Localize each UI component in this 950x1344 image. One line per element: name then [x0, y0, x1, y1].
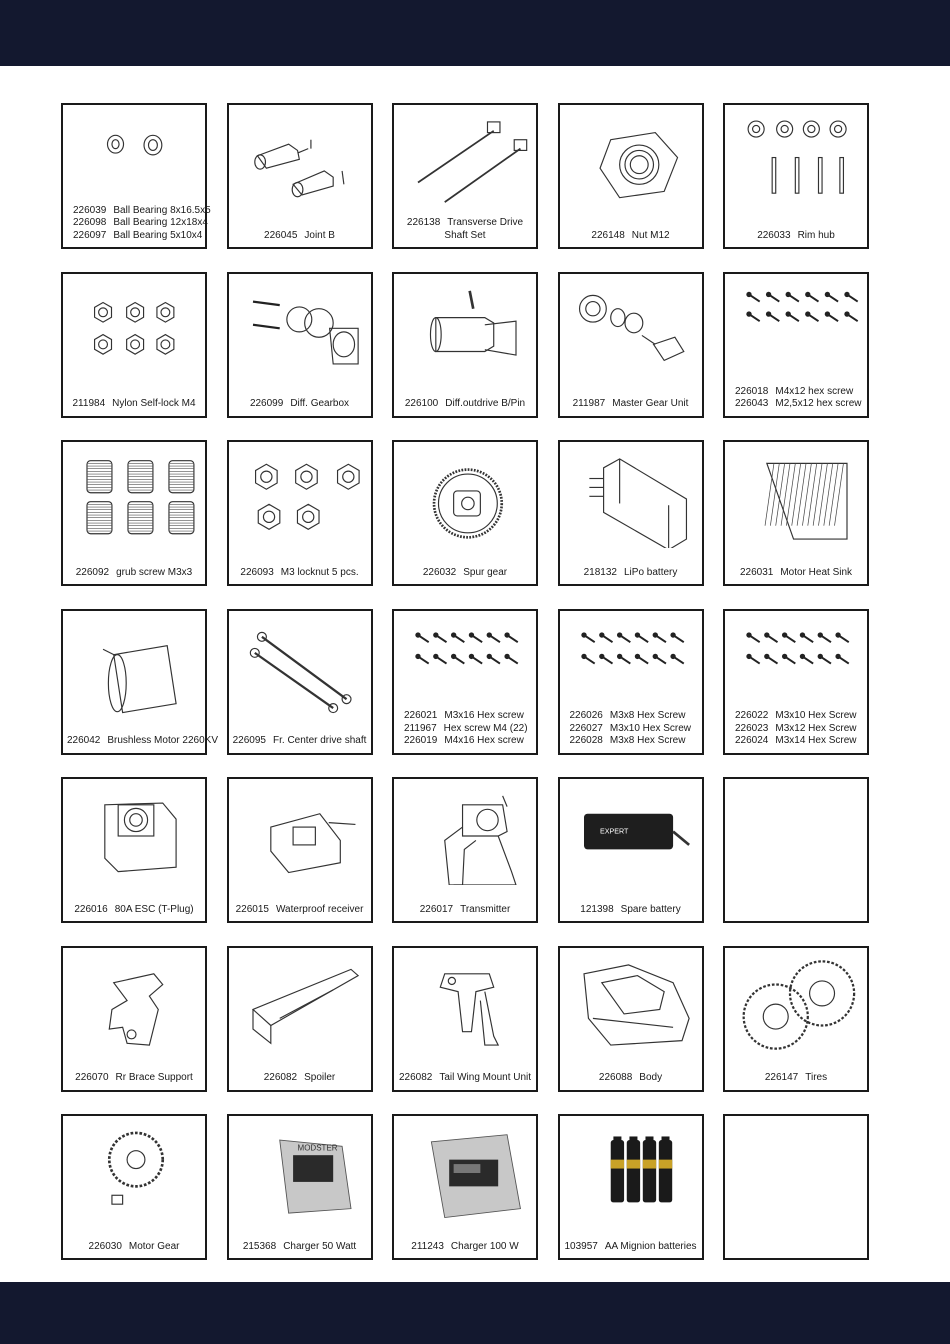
caption-line: [564, 904, 698, 917]
part-caption: [729, 1072, 863, 1085]
part-name: M2,5x12 hex screw: [775, 398, 862, 409]
svg-text:EXPERT: EXPERT: [599, 827, 628, 836]
caption-line: [735, 723, 863, 736]
caption-line: [73, 230, 201, 243]
part-caption: [729, 567, 863, 580]
part-caption: [564, 1241, 698, 1254]
part-number: 226016: [74, 903, 108, 915]
caption-line: [398, 567, 532, 580]
part-caption: [398, 567, 532, 580]
caption-line: [233, 398, 367, 411]
part-caption: [564, 1072, 698, 1085]
part-card: [227, 440, 373, 586]
part-caption: [233, 398, 367, 411]
part-number: 226082: [398, 1072, 433, 1083]
part-name: Nylon Self-lock M4: [112, 398, 196, 409]
part-number: 226033: [757, 229, 791, 241]
small-screws-icon: [733, 282, 863, 380]
lipo-battery-icon: [568, 450, 698, 548]
part-caption: [398, 1241, 532, 1254]
part-name: grub screw M3x3: [116, 566, 193, 578]
heat-sink-icon: [733, 450, 863, 548]
charger-icon: [237, 1124, 367, 1222]
part-card: [723, 272, 869, 418]
receiver-icon: [237, 787, 367, 885]
part-number: 226099: [249, 398, 284, 409]
part-card: [392, 609, 538, 755]
part-number: 226148: [591, 229, 625, 241]
part-caption: [73, 204, 211, 243]
part-number: 226028: [569, 735, 603, 746]
empty-icon: [733, 787, 863, 885]
part-name: M3x12 Hex Screw: [775, 722, 857, 734]
part-number: 226147: [764, 1072, 799, 1083]
part-card: [723, 946, 869, 1092]
part-card: [558, 777, 704, 923]
part-name: Shaft Set: [444, 229, 486, 241]
part-card: [558, 103, 704, 249]
caption-line: [570, 710, 698, 723]
part-caption: [564, 230, 698, 243]
caption-line: [233, 735, 367, 748]
caption-line: [233, 904, 367, 917]
part-name: AA Mignion batteries: [604, 1240, 697, 1252]
caption-line: [404, 710, 532, 723]
part-number: 211987: [572, 398, 606, 409]
part-name: M4x12 hex screw: [775, 385, 854, 397]
part-name: Tires: [805, 1072, 828, 1083]
part-card: [723, 103, 869, 249]
part-name: Transverse Drive: [447, 217, 524, 228]
hex-screws-icon: [733, 619, 863, 717]
part-card: [723, 609, 869, 755]
aa-batteries-icon: [568, 1124, 698, 1222]
caption-line: [67, 398, 201, 411]
part-number: 211243: [411, 1240, 444, 1252]
part-name: Motor Heat Sink: [780, 566, 853, 578]
part-caption: [233, 1241, 367, 1254]
part-name: Spare battery: [620, 903, 681, 915]
part-name: Motor Gear: [128, 1240, 180, 1252]
part-name: M3x14 Hex Screw: [775, 735, 857, 746]
part-number: 215368: [242, 1240, 277, 1252]
part-name: Rr Brace Support: [115, 1072, 193, 1083]
hex-nut-icon: [568, 113, 698, 211]
caption-line: [398, 904, 532, 917]
part-number: 226070: [75, 1072, 109, 1083]
part-caption: [398, 398, 532, 411]
part-name: Transmitter: [460, 903, 511, 915]
part-card: [227, 1114, 373, 1260]
part-card: [392, 103, 538, 249]
master-gear-icon: [568, 282, 698, 380]
part-number: 226045: [264, 229, 298, 241]
caption-line: [67, 904, 201, 917]
part-card: [61, 777, 207, 923]
part-card: [61, 946, 207, 1092]
part-card: [723, 1114, 869, 1260]
part-name: M3x8 Hex Screw: [609, 735, 686, 746]
header-bar: [0, 0, 950, 66]
caption-line: [398, 398, 532, 411]
part-card: [61, 1114, 207, 1260]
part-name: M3x10 Hex Screw: [775, 710, 857, 721]
part-number: 226100: [404, 398, 439, 409]
part-name: Diff.outdrive B/Pin: [445, 398, 526, 409]
part-card: [227, 946, 373, 1092]
part-name: Fr. Center drive shaft: [273, 735, 367, 746]
caption-line: [729, 567, 863, 580]
empty-icon: [733, 1124, 863, 1222]
caption-line: [735, 398, 863, 411]
part-name: Waterproof receiver: [275, 903, 364, 915]
drive-shaft-set-icon: [402, 113, 532, 211]
part-number: 226088: [598, 1072, 633, 1083]
part-number: 121398: [580, 903, 614, 915]
part-number: 103957: [564, 1240, 598, 1252]
wing-mount-icon: [402, 956, 532, 1054]
part-card: [227, 103, 373, 249]
part-name: LiPo battery: [624, 566, 678, 578]
part-card: [61, 272, 207, 418]
caption-line: [233, 1072, 367, 1085]
part-number: 226017: [419, 903, 454, 915]
part-number: 226093: [240, 566, 274, 578]
part-caption: [564, 398, 698, 411]
caption-line: [564, 398, 698, 411]
caption-line: [564, 1072, 698, 1085]
part-name: Ball Bearing 8x16.5x5: [113, 204, 211, 216]
part-card: [558, 1114, 704, 1260]
ball-bearings-icon: [71, 113, 201, 211]
part-caption: [233, 230, 367, 243]
part-number: 226026: [569, 710, 603, 721]
caption-line: [404, 723, 532, 736]
part-name: Rim hub: [797, 229, 835, 241]
part-card: [227, 777, 373, 923]
caption-line: [67, 735, 218, 748]
part-card: [61, 103, 211, 249]
part-card: [558, 609, 704, 755]
body-shell-icon: [568, 956, 698, 1054]
caption-line: [564, 1241, 698, 1254]
part-number: 226023: [735, 722, 769, 734]
part-number: 226098: [73, 217, 107, 228]
caption-line: [570, 723, 698, 736]
part-card: [392, 777, 538, 923]
brace-support-icon: [71, 956, 201, 1054]
part-caption: [564, 904, 698, 917]
caption-line: [729, 230, 863, 243]
part-name: Body: [639, 1072, 663, 1083]
footer-bar: [0, 1282, 950, 1344]
part-caption: [67, 904, 201, 917]
part-caption: [67, 1241, 201, 1254]
spur-gear-icon: [402, 450, 532, 548]
part-caption: [398, 1072, 532, 1085]
part-number: 226039: [73, 204, 107, 216]
part-name: Charger 50 Watt: [283, 1240, 357, 1252]
part-caption: [735, 386, 863, 411]
part-number: 226097: [73, 229, 107, 241]
caption-line: [735, 735, 863, 748]
caption-line: [73, 204, 211, 218]
part-name: M4x16 Hex screw: [444, 735, 524, 746]
part-number: 218132: [583, 566, 617, 578]
part-card: [227, 272, 373, 418]
part-caption: [398, 217, 532, 242]
part-name: Diff. Gearbox: [290, 398, 350, 409]
lock-nuts-icon: [71, 282, 201, 380]
part-name: Spoiler: [304, 1072, 336, 1083]
part-caption: [735, 710, 863, 748]
part-card: [392, 946, 538, 1092]
caption-line: [729, 1072, 863, 1085]
part-card: [558, 440, 704, 586]
part-name: M3 locknut 5 pcs.: [280, 566, 359, 578]
part-card: [392, 272, 538, 418]
part-card: [392, 1114, 538, 1260]
center-drive-shaft-icon: [237, 619, 367, 717]
caption-line: [67, 1072, 201, 1085]
part-number: 226030: [88, 1240, 122, 1252]
part-caption: [404, 710, 532, 748]
part-number: 226019: [404, 735, 438, 746]
caption-line: [67, 1241, 201, 1254]
grub-screws-icon: [71, 450, 201, 548]
part-name: Master Gear Unit: [612, 398, 689, 409]
caption-line: [564, 567, 698, 580]
caption-line: [735, 386, 863, 399]
part-card: [227, 609, 373, 755]
part-caption: [729, 230, 863, 243]
part-number: 226082: [263, 1072, 298, 1083]
part-number: 226024: [735, 735, 769, 746]
caption-line: [73, 217, 208, 230]
part-caption: [233, 904, 367, 917]
part-name: Nut M12: [631, 229, 670, 241]
part-name: M3x8 Hex Screw: [609, 710, 686, 721]
part-name: Spur gear: [463, 566, 508, 578]
part-number: 226138: [406, 217, 441, 228]
svg-text:MODSTER: MODSTER: [297, 1143, 338, 1153]
part-card: [392, 440, 538, 586]
motor-gear-icon: [71, 1124, 201, 1222]
part-caption: [233, 1072, 367, 1085]
part-name: M3x10 Hex Screw: [609, 722, 692, 734]
part-number: 226095: [232, 735, 266, 746]
locknuts-icon: [237, 450, 367, 548]
part-card: [723, 440, 869, 586]
part-number: 226018: [735, 385, 769, 397]
hex-screws-icon: [568, 619, 698, 717]
caption-line: [398, 1072, 532, 1085]
joint-icon: [237, 113, 367, 211]
part-caption: [564, 567, 698, 580]
part-number: 226015: [235, 903, 269, 915]
part-number: 226032: [422, 566, 457, 578]
part-caption: [67, 398, 201, 411]
part-card: [558, 946, 704, 1092]
outdrive-icon: [402, 282, 532, 380]
tires-icon: [733, 956, 863, 1054]
caption-line: [404, 735, 532, 748]
part-number: 226043: [735, 398, 769, 409]
part-card: [61, 440, 207, 586]
part-name: 80A ESC (T-Plug): [114, 903, 194, 915]
part-number: 211984: [72, 398, 106, 409]
part-number: 226092: [75, 566, 110, 578]
long-screws-icon: [402, 619, 532, 717]
part-name: M3x16 Hex screw: [444, 710, 524, 721]
diff-gearbox-icon: [237, 282, 367, 380]
caption-line: [67, 567, 201, 580]
charger-large-icon: [402, 1124, 532, 1222]
spoiler-icon: [237, 956, 367, 1054]
esc-icon: [71, 787, 201, 885]
part-caption: [67, 1072, 201, 1085]
part-card: [723, 777, 869, 923]
part-caption: [67, 567, 201, 580]
part-number: 226042: [67, 735, 101, 746]
part-card: [61, 609, 218, 755]
caption-line: [398, 230, 532, 243]
caption-line: [233, 1241, 367, 1254]
part-caption: [570, 710, 698, 748]
part-name: Charger 100 W: [450, 1240, 519, 1252]
caption-line: [735, 710, 863, 723]
part-card: [558, 272, 704, 418]
part-number: 226021: [404, 710, 438, 721]
part-name: Ball Bearing 12x18x4: [113, 217, 208, 228]
caption-line: [570, 735, 698, 748]
caption-line: [398, 1241, 532, 1254]
part-name: Ball Bearing 5x10x4: [113, 229, 203, 241]
part-name: Hex screw M4 (22): [443, 722, 528, 734]
part-number: 211967: [404, 722, 437, 734]
part-name: Brushless Motor 2260KV: [107, 735, 218, 746]
caption-line: [398, 217, 532, 230]
rim-hub-icon: [733, 113, 863, 211]
caption-line: [233, 567, 367, 580]
part-number: 226031: [739, 566, 774, 578]
caption-line: [233, 230, 367, 243]
spare-battery-icon: [568, 787, 698, 885]
part-caption: [233, 735, 367, 748]
brushless-motor-icon: [71, 619, 201, 717]
part-caption: [233, 567, 367, 580]
part-name: Tail Wing Mount Unit: [439, 1072, 532, 1083]
part-number: 226027: [569, 722, 603, 734]
part-number: 226022: [735, 710, 769, 721]
part-caption: [67, 735, 218, 748]
part-caption: [398, 904, 532, 917]
transmitter-icon: [402, 787, 532, 885]
caption-line: [564, 230, 698, 243]
part-name: Joint B: [304, 229, 335, 241]
